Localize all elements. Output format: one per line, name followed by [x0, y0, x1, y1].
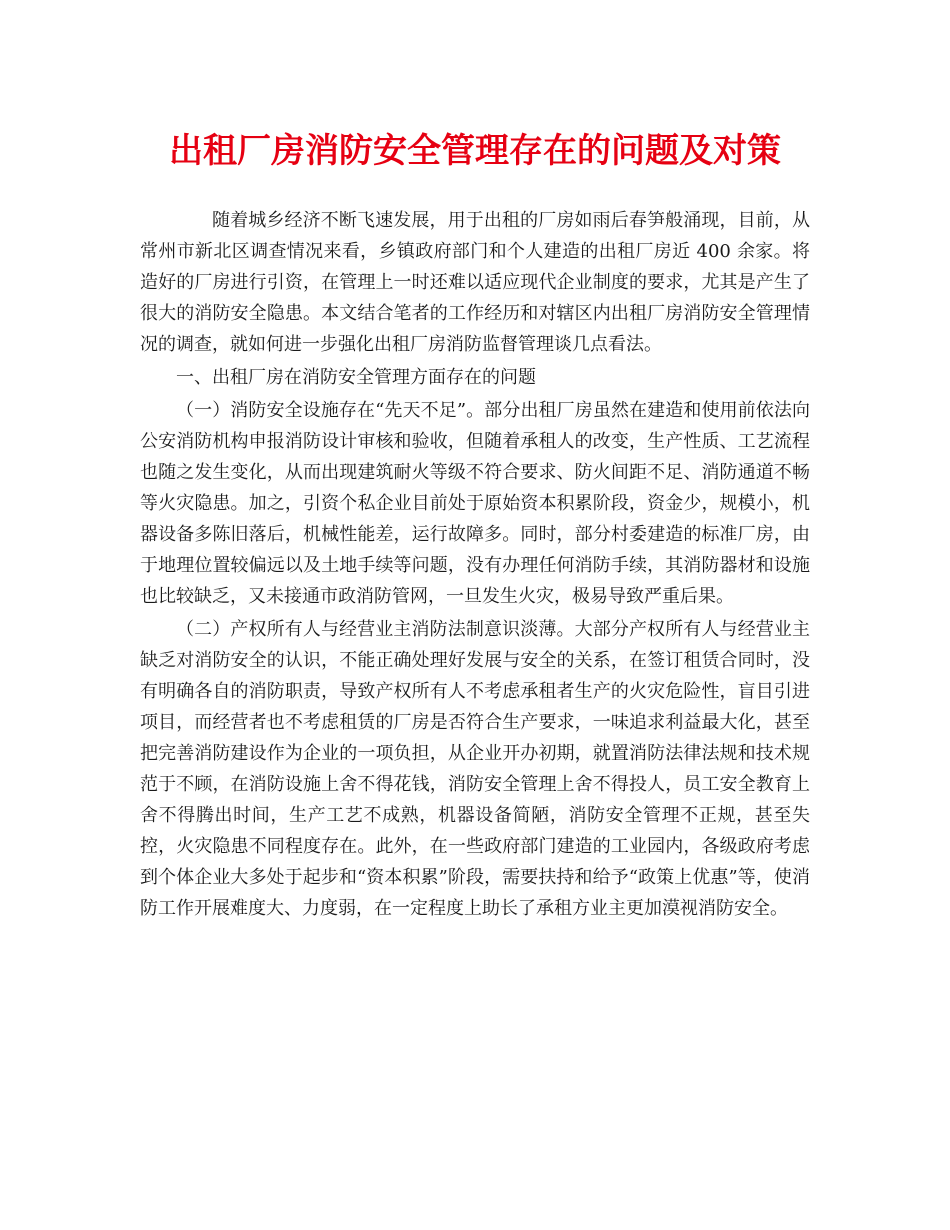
intro-paragraph: 随着城乡经济不断飞速发展，用于出租的厂房如雨后春笋般涌现，目前，从常州市新北区调查情况来看，乡镇政府部门和个人建造的出租厂房近 400 余家。将造好的厂房进行引资，在管理上一时还难以适应现代企业制度的要求，尤其是产生了很大的消防安全隐患。本文结合笔者的工作经历和对辖区内出租厂房消防安全管理情况的调查，就如何进一步强化出租厂房消防监督管理谈几点看法。: [140, 210, 810, 355]
item-paragraph-1: （一）消防安全设施存在“先天不足”。部分出租厂房虽然在建造和使用前依法向公安消防机构申报消防设计审核和验收，但随着承租人的改变，生产性质、工艺流程也随之发生变化，从而出现建筑耐火等级不符合要求、防火间距不足、消防通道不畅等火灾隐患。加之，引资个私企业目前处于原始资本积累阶段，资金少，规模小，机器设备多陈旧落后，机械性能差，运行故障多。同时，部分村委建造的标准厂房，由于地理位置较偏远以及土地手续等问题，没有办理任何消防手续，其消防器材和设施也比较缺乏，又未接通市政消防管网，一旦发生火灾，极易导致严重后果。: [140, 400, 810, 607]
document-title: 出租厂房消防安全管理存在的问题及对策: [169, 131, 781, 171]
document-body: [140, 205, 810, 926]
item-paragraph-2: （二）产权所有人与经营业主消防法制意识淡薄。大部分产权所有人与经营业主缺乏对消防安全的认识，不能正确处理好发展与安全的关系，在签订租赁合同时，没有明确各自的消防职责，导致产权所有人不考虑承租者生产的火灾危险性，盲目引进项目，而经营者也不考虑租赁的厂房是否符合生产要求，一味追求利益最大化，甚至把完善消防建设作为企业的一项负担，从企业开办初期，就置消防法律法规和技术规范于不顾，在消防设施上舍不得花钱，消防安全管理上舍不得投人，员工安全教育上舍不得腾出时间，生产工艺不成熟，机器设备简陋，消防安全管理不正规，甚至失控，火灾隐患不同程度存在。此外，在一些政府部门建造的工业园内，各级政府考虑到个体企业大多处于起步和“资本积累”阶段，需要扶持和给予“政策上优惠”等，使消防工作开展难度大、力度弱，在一定程度上助长了承租方业主更加漠视消防安全。: [140, 619, 810, 919]
section-heading: 一、出租厂房在消防安全管理方面存在的问题: [176, 367, 536, 388]
